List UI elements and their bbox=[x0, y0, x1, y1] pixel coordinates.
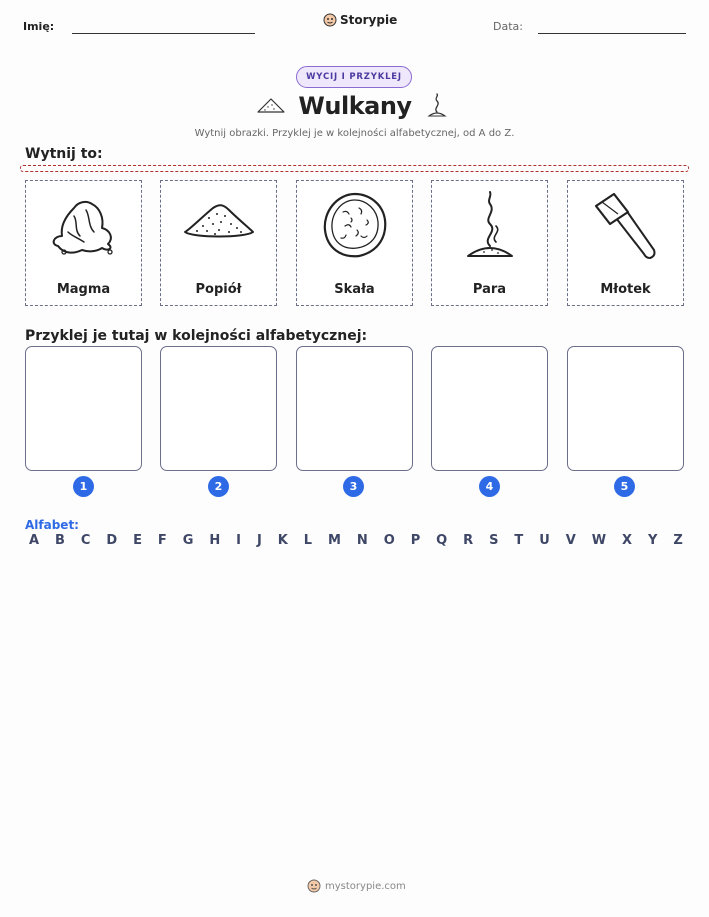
alphabet-letter: R bbox=[463, 533, 474, 548]
paste-slot-2[interactable] bbox=[160, 346, 277, 471]
paste-slot-4[interactable] bbox=[431, 346, 548, 471]
storypie-logo-icon bbox=[323, 13, 337, 27]
activity-badge: WYCIJ I PRZYKLEJ bbox=[296, 66, 412, 88]
card-label: Skała bbox=[334, 282, 375, 297]
magma-icon bbox=[44, 186, 124, 266]
storypie-logo-icon bbox=[307, 879, 321, 893]
steam-title-icon bbox=[426, 92, 448, 118]
alphabet-letter: X bbox=[622, 533, 633, 548]
footer bbox=[307, 879, 406, 893]
alphabet-letter: C bbox=[80, 533, 91, 548]
alphabet-letter: Q bbox=[436, 533, 448, 548]
slot-number: 5 bbox=[614, 476, 635, 497]
hammer-icon bbox=[586, 186, 666, 266]
cut-line[interactable] bbox=[20, 165, 689, 172]
name-line[interactable] bbox=[72, 33, 255, 34]
card-para[interactable] bbox=[431, 180, 548, 306]
worksheet-title: Wulkany bbox=[298, 92, 412, 120]
card-magma[interactable] bbox=[25, 180, 142, 306]
slot-number: 3 bbox=[343, 476, 364, 497]
steam-icon bbox=[450, 186, 530, 266]
alphabet-letter: O bbox=[383, 533, 395, 548]
alphabet-letter: G bbox=[182, 533, 194, 548]
alphabet-letter: J bbox=[256, 533, 262, 548]
alphabet-letter: P bbox=[410, 533, 421, 548]
alphabet-letter: E bbox=[133, 533, 142, 548]
alphabet-letter: U bbox=[539, 533, 550, 548]
alphabet-letter: N bbox=[356, 533, 368, 548]
name-label: Imię: bbox=[23, 20, 55, 33]
paste-slot-3[interactable] bbox=[296, 346, 413, 471]
paste-slot-5[interactable] bbox=[567, 346, 684, 471]
alphabet-letter: M bbox=[327, 533, 341, 548]
brand-name: Storypie bbox=[340, 13, 398, 27]
card-label: Magma bbox=[56, 282, 111, 297]
paste-slot-1[interactable] bbox=[25, 346, 142, 471]
date-label: Data: bbox=[493, 20, 523, 33]
paste-heading: Przyklej je tutaj w kolejności alfabetycznej: bbox=[25, 328, 368, 344]
card-popiol[interactable] bbox=[160, 180, 277, 306]
slot-number: 2 bbox=[208, 476, 229, 497]
card-mlotek[interactable] bbox=[567, 180, 684, 306]
alphabet-letter: W bbox=[591, 533, 607, 548]
cut-heading: Wytnij to: bbox=[25, 146, 103, 162]
alphabet-letter: K bbox=[277, 533, 288, 548]
alphabet-letter: H bbox=[209, 533, 221, 548]
date-line[interactable] bbox=[538, 33, 686, 34]
alphabet-letter: V bbox=[565, 533, 576, 548]
alphabet-letter: A bbox=[29, 533, 40, 548]
alphabet-letter: Y bbox=[647, 533, 658, 548]
alphabet-letter: F bbox=[157, 533, 167, 548]
alphabet-heading: Alfabet: bbox=[25, 518, 79, 532]
slot-number: 4 bbox=[479, 476, 500, 497]
alphabet-row bbox=[29, 533, 683, 548]
slot-number: 1 bbox=[73, 476, 94, 497]
card-label: Para bbox=[472, 282, 507, 297]
alphabet-letter: Z bbox=[673, 533, 683, 548]
footer-site[interactable]: mystorypie.com bbox=[325, 880, 406, 892]
rock-icon bbox=[315, 186, 395, 266]
brand-logo bbox=[323, 13, 397, 27]
alphabet-letter: L bbox=[303, 533, 313, 548]
alphabet-letter: B bbox=[55, 533, 65, 548]
card-skala[interactable] bbox=[296, 180, 413, 306]
alphabet-letter: D bbox=[106, 533, 118, 548]
alphabet-letter: T bbox=[514, 533, 524, 548]
card-label: Młotek bbox=[600, 282, 651, 297]
instructions: Wytnij obrazki. Przyklej je w kolejności alfabetycznej, od A do Z. bbox=[194, 128, 515, 139]
alphabet-letter: S bbox=[489, 533, 499, 548]
alphabet-letter: I bbox=[236, 533, 242, 548]
ash-pile-title-icon bbox=[256, 96, 286, 114]
ash-pile-icon bbox=[179, 186, 259, 266]
card-label: Popiół bbox=[195, 282, 242, 297]
